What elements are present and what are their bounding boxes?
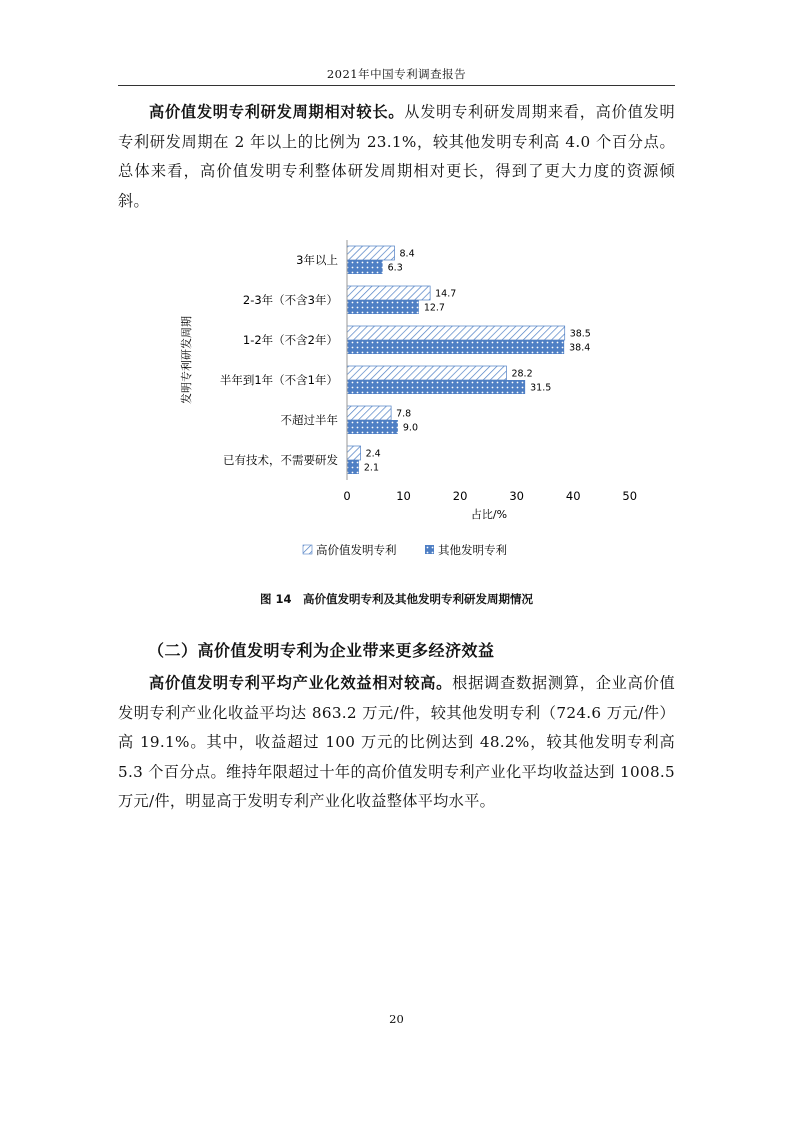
chart-legend [303,543,507,557]
bar-high-value [347,446,361,460]
y-axis-title: 发明专利研发周期 [180,316,193,404]
bar-value-label: 38.5 [569,328,591,340]
bar-value-label: 2.4 [365,448,381,460]
bar-other [347,420,398,434]
category-label: 2-3年（不含3年） [242,293,338,307]
bar-value-label: 12.7 [423,302,445,314]
x-tick-label: 0 [343,489,351,503]
section-heading: （二）高价值发明专利为企业带来更多经济效益 [148,641,495,660]
figure-caption: 图 14 高价值发明专利及其他发明专利研发周期情况 [259,592,533,606]
bar-value-label: 9.0 [402,422,419,434]
bar-value-label: 2.1 [363,462,379,474]
bar-high-value [347,326,565,340]
category-label: 1-2年（不含2年） [242,333,338,347]
bar-other [347,260,383,274]
bar-high-value [347,246,395,260]
bar-high-value [347,286,430,300]
category-label: 不超过半年 [280,413,338,427]
bar-value-label: 6.3 [387,262,403,274]
bar-value-label: 38.4 [569,342,591,354]
page-number: 20 [389,1012,404,1026]
paragraph-economic-benefit [118,669,675,817]
bar-other [347,300,419,314]
paragraph-lead: 高价值发明专利平均产业化效益相对较高。 [149,674,453,692]
bar-other [347,340,564,354]
legend-swatch-high-value [303,545,312,554]
paragraph-lead: 高价值发明专利研发周期相对较长。 [149,103,405,121]
paragraph-body: 根据调查数据测算，企业高价值发明专利产业化收益平均达 863.2 万元/件，较其他发明专利（724.6 万元/件）高 19.1%。其中，收益超过 100 万元的比例达到 48.2%，较其他发明专利高 5.3 个百分点。维持年限超过十年的高价值发明专利产业化平均收益达到 1008.5 万元/件，明显高于发明专利产业化收益整体平均水平。 [118,674,676,810]
legend-label-high-value: 高价值发明专利 [316,543,397,557]
bar-value-label: 28.2 [511,368,533,380]
x-tick-label: 20 [452,489,468,503]
x-tick-label: 40 [565,489,581,503]
x-axis-title: 占比/% [470,508,508,521]
bar-value-label: 8.4 [399,248,415,260]
legend-swatch-other [425,545,434,554]
bar-value-label: 31.5 [530,382,552,394]
running-header: 2021年中国专利调查报告 [326,67,467,81]
paragraph-body: 从发明专利研发周期来看，高价值发明专利研发周期在 2 年以上的比例为 23.1%，较其他发明专利高 4.0 个百分点。总体来看，高价值发明专利整体研发周期相对更长，得到了更大力度的资源倾斜。 [118,103,675,210]
bar-value-label: 14.7 [435,288,457,300]
category-label: 3年以上 [296,253,338,267]
bar-high-value [347,406,391,420]
x-tick-label: 30 [509,489,524,503]
legend-label-other: 其他发明专利 [438,543,507,557]
category-label: 半年到1年（不含1年） [219,373,338,387]
x-tick-label: 10 [396,489,411,503]
x-tick-label: 50 [622,489,638,503]
category-label: 已有技术，不需要研发 [223,453,338,467]
bar-other [347,460,359,474]
bar-other [347,380,525,394]
bar-high-value [347,366,506,380]
bar-value-label: 7.8 [396,408,412,420]
